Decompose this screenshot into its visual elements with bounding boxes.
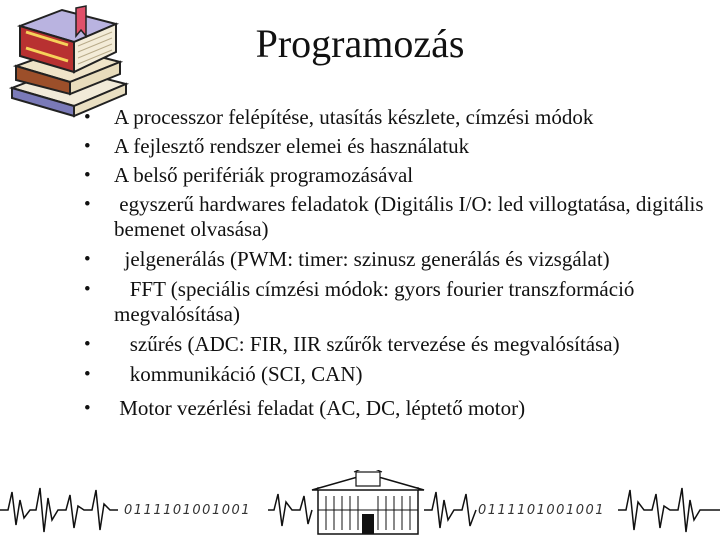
signal-wave-right-icon (618, 488, 720, 532)
list-item-text: egyszerű hardwares feladatok (Digitális I/O: led villogtatása, digitális bemenet olvasása) (114, 192, 709, 241)
list-item-text: Motor vezérlési feladat (AC, DC, léptető motor) (114, 396, 526, 420)
bullet-icon: • (84, 165, 91, 186)
bullet-list (84, 105, 709, 421)
list-item (84, 247, 704, 272)
signal-wave-mid2-icon (424, 492, 476, 528)
list-item (84, 192, 709, 242)
binary-string-left: 0111101001001 (124, 503, 252, 518)
list-item-text: A fejlesztő rendszer elemei és használatuk (114, 134, 470, 158)
list-item (84, 332, 704, 357)
slide-title: Programozás (255, 21, 465, 66)
bullet-icon: • (84, 279, 91, 300)
bullet-icon: • (84, 136, 91, 157)
footer-decoration (0, 470, 720, 540)
bullet-icon: • (84, 107, 91, 128)
list-item-text: kommunikáció (SCI, CAN) (114, 362, 363, 386)
list-item-text: jelgenerálás (PWM: timer: szinusz generálás és vizsgálat) (114, 247, 610, 271)
bullet-icon: • (84, 194, 91, 215)
list-item (84, 396, 704, 421)
bullet-icon: • (84, 398, 91, 419)
signal-wave-mid-icon (268, 494, 312, 526)
bullet-icon: • (84, 364, 91, 385)
list-item-text: szűrés (ADC: FIR, IIR szűrők tervezése és megvalósítása) (114, 332, 620, 356)
list-item (84, 105, 704, 130)
list-item (84, 362, 704, 387)
building-icon (312, 470, 424, 534)
list-item-text: FFT (speciális címzési módok: gyors fourier transzformáció megvalósítása) (114, 277, 640, 326)
bullet-icon: • (84, 249, 91, 270)
bullet-icon: • (84, 334, 91, 355)
signal-wave-left-icon (0, 488, 118, 532)
list-item (84, 134, 704, 159)
list-item (84, 277, 704, 327)
list-item-text: A processzor felépítése, utasítás készlete, címzési módok (114, 105, 594, 129)
list-item (84, 163, 704, 188)
binary-string-right: 0111101001001 (478, 503, 606, 518)
list-item-text: A belső perifériák programozásával (114, 163, 414, 187)
